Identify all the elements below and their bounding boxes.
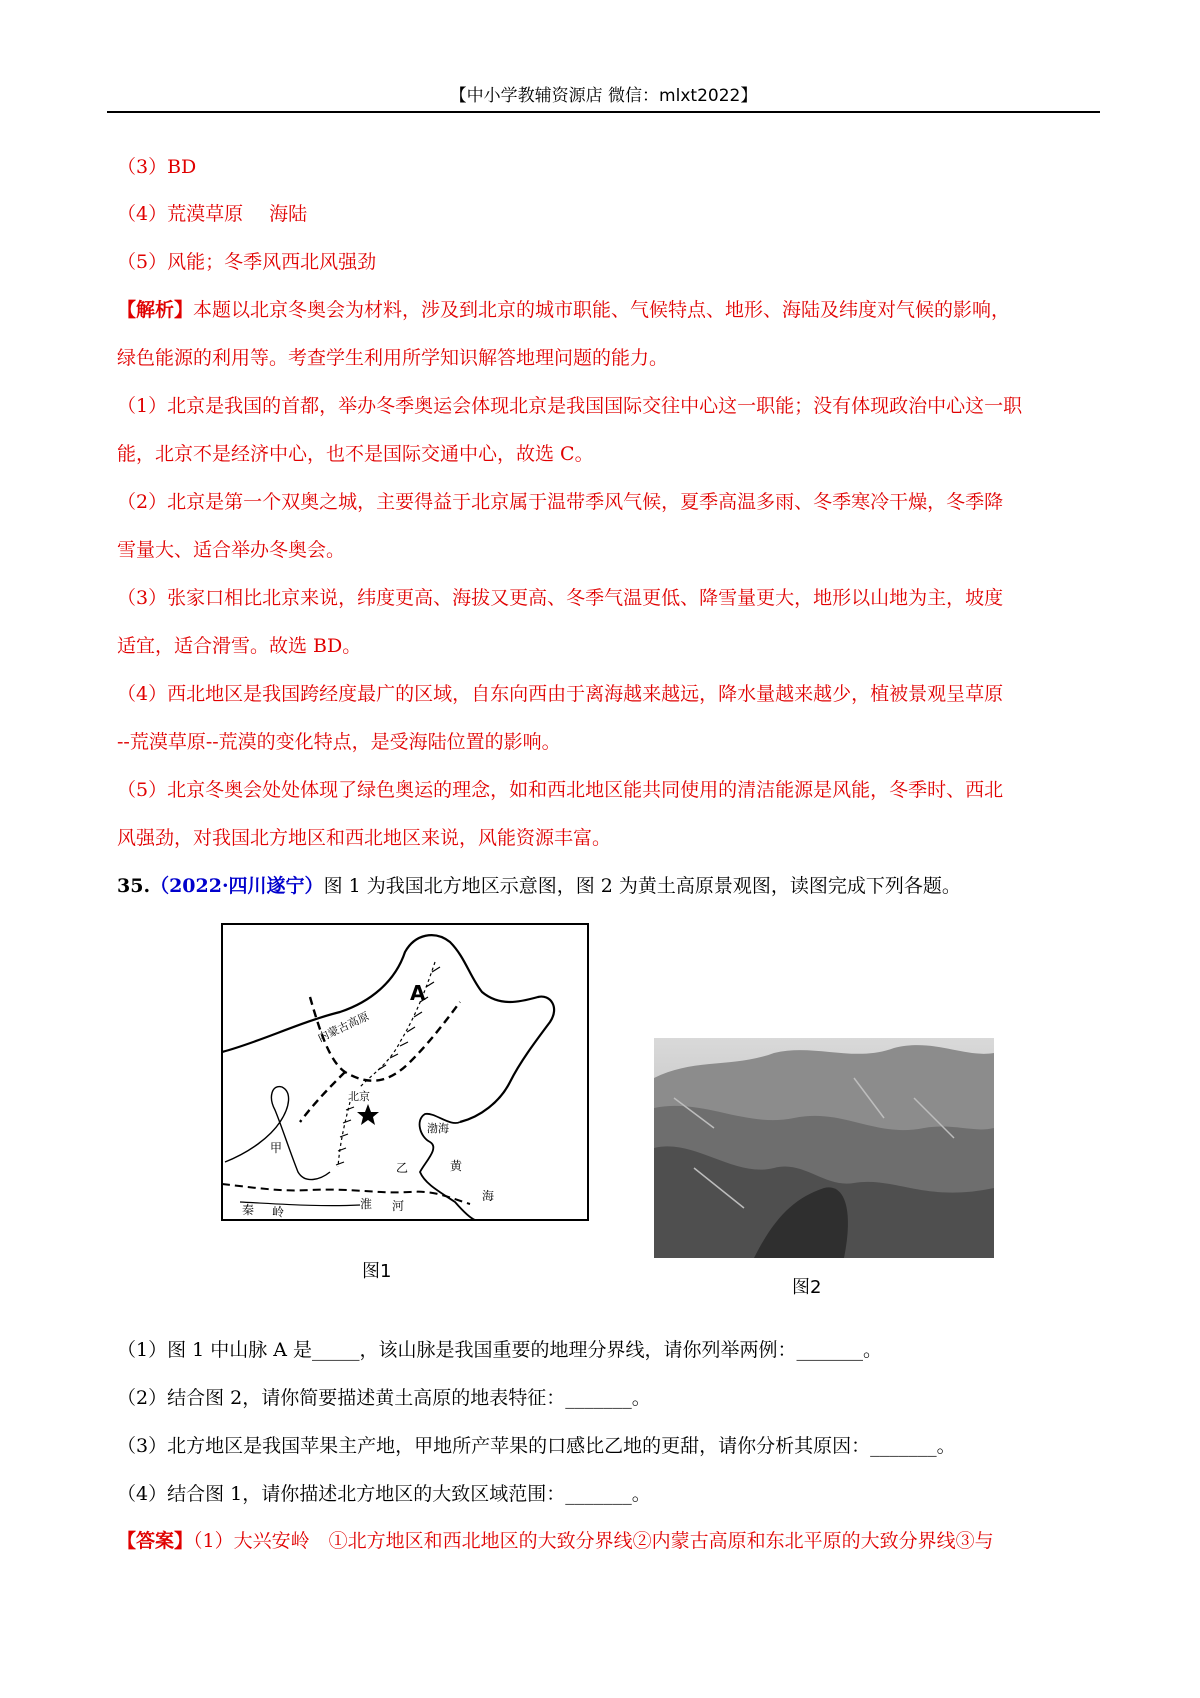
label-inner-mongolia: 内蒙古高原 (315, 1009, 372, 1045)
answer-4-second: 海陆 (269, 203, 308, 225)
figure-1-caption: 图1 (362, 1261, 392, 1282)
label-qin: 秦 (242, 1203, 255, 1217)
figure-2-landscape-photo (654, 1038, 994, 1258)
answer-5: （5）风能；冬季风西北风强劲 (117, 251, 377, 273)
question-source: （2022·四川遂宁） (150, 875, 324, 897)
analysis-p1-line1: （1）北京是我国的首都，举办冬季奥运会体现北京是我国国际交往中心这一职能；没有体现政治中心这一职 (117, 395, 1023, 417)
label-bohai: 渤海 (427, 1122, 449, 1135)
analysis-p3-line1: （3）张家口相比北京来说，纬度更高、海拔又更高、冬季气温更低、降雪量更大，地形以山地为主，坡度 (117, 587, 1004, 609)
analysis-p4-line2: --荒漠草原--荒漠的变化特点，是受海陆位置的影响。 (117, 731, 561, 753)
answer-3: （3）BD (117, 156, 197, 178)
label-hai: 海 (482, 1189, 495, 1203)
question-number: 35. (117, 875, 151, 897)
question-stem-text: 图 1 为我国北方地区示意图，图 2 为黄土高原景观图，读图完成下列各题。 (323, 875, 961, 897)
figure-1-map (220, 922, 590, 1222)
label-jia: 甲 (270, 1141, 283, 1155)
analysis-p2-line2: 雪量大、适合举办冬奥会。 (117, 539, 346, 561)
analysis-intro-text: 本题以北京冬奥会为材料，涉及到北京的城市职能、气候特点、地形、海陆及纬度对气候的影响， (193, 299, 1011, 321)
label-huang: 黄 (450, 1159, 463, 1173)
analysis-p3-line2: 适宜，适合滑雪。故选 BD。 (117, 635, 362, 657)
analysis-p5-line2: 风强劲，对我国北方地区和西北地区来说，风能资源丰富。 (117, 827, 612, 849)
answer-text: （1）大兴安岭 ①北方地区和西北地区的大致分界线②内蒙古高原和东北平原的大致分界线③与 (193, 1530, 994, 1552)
answer-4 (117, 200, 307, 228)
label-huai: 淮 (360, 1197, 373, 1211)
label-he: 河 (392, 1199, 405, 1213)
answer-tag: 【答案】 (117, 1530, 194, 1552)
label-yi: 乙 (396, 1161, 409, 1175)
sub-question-4: （4）结合图 1，请你描述北方地区的大致区域范围：_______。 (117, 1483, 651, 1505)
analysis-p2-line1: （2）北京是第一个双奥之城，主要得益于北京属于温带季风气候，夏季高温多雨、冬季寒冷干燥，冬季降 (117, 491, 1004, 513)
map-frame (222, 924, 588, 1220)
analysis-tag: 【解析】 (117, 299, 194, 321)
sub-question-1: （1）图 1 中山脉 A 是_____，该山脉是我国重要的地理分界线，请你列举两例：_______。 (117, 1339, 883, 1361)
analysis-intro-line1 (117, 296, 1010, 324)
header-rule (107, 111, 1100, 113)
sub-question-3: （3）北方地区是我国苹果主产地，甲地所产苹果的口感比乙地的更甜，请你分析其原因：_______。 (117, 1435, 956, 1457)
label-ling: 岭 (272, 1205, 285, 1219)
analysis-intro-line2: 绿色能源的利用等。考查学生利用所学知识解答地理问题的能力。 (117, 347, 669, 369)
page-header: 【中小学教辅资源店 微信：mlxt2022】 (449, 86, 758, 106)
label-beijing: 北京 (348, 1090, 370, 1103)
analysis-p1-line2: 能，北京不是经济中心，也不是国际交通中心，故选 C。 (117, 443, 594, 465)
question-35-stem (117, 872, 961, 900)
analysis-p4-line1: （4）西北地区是我国跨经度最广的区域，自东向西由于离海越来越远，降水量越来越少，植被景观呈草原 (117, 683, 1004, 705)
sub-question-2: （2）结合图 2，请你简要描述黄土高原的地表特征：_______。 (117, 1387, 651, 1409)
answer-4-first: （4）荒漠草原 (117, 203, 244, 225)
label-a: A (410, 981, 426, 1005)
answer-line (117, 1527, 994, 1555)
analysis-p5-line1: （5）北京冬奥会处处体现了绿色奥运的理念，如和西北地区能共同使用的清洁能源是风能，冬季时、西北 (117, 779, 1004, 801)
figure-2-caption: 图2 (792, 1277, 822, 1298)
